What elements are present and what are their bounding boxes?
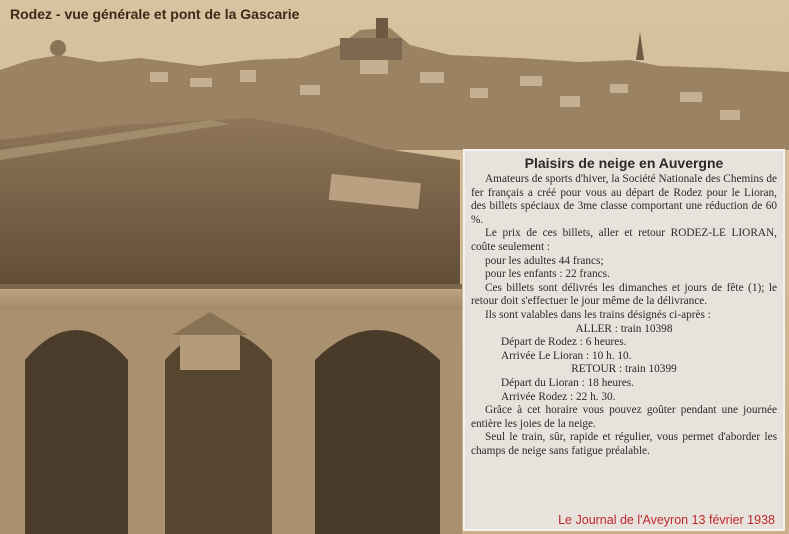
photo-caption: Rodez - vue générale et pont de la Gascarie [10,6,300,22]
paragraph: Le prix de ces billets, aller et retour RODEZ-LE LIORAN, coûte seulement : [471,227,777,253]
retour-arrivee: Arrivée Rodez : 22 h. 30. [501,390,616,403]
aller-depart: Départ de Rodez : 6 heures. [501,336,627,349]
paragraph: Amateurs de sports d'hiver, la Société Nationale des Chemins de fer français a créé pour vous au départ de Rodez pour le Lioran, des billets spéciaux de 3me classe comportant une réduction de 60 %. [471,173,777,226]
paragraph: Grâce à cet horaire vous pouvez goûter pendant une journée entière les joies de la neige. [471,404,777,430]
clipping-body [471,173,777,458]
paragraph: Seul le train, sûr, rapide et régulier, vous permet d'aborder les champs de neige sans fatigue préalable. [471,431,777,457]
paragraph: pour les enfants : 22 francs. [485,268,610,281]
retour-depart: Départ du Lioran : 18 heures. [501,376,635,389]
clipping-title: Plaisirs de neige en Auvergne [524,155,724,171]
paragraph: Ils sont valables dans les trains désignés ci-après : [485,308,711,321]
retour-head: RETOUR : train 10399 [571,363,677,376]
paragraph: Ces billets sont délivrés les dimanches et jours de fête (1); le retour doit s'effectuer le jour même de la délivrance. [471,281,777,308]
aller-head: ALLER : train 10398 [575,322,673,335]
newspaper-clipping [463,149,785,531]
paragraph: pour les adultes 44 francs; [485,254,604,267]
viaduct-deck [0,288,462,310]
aller-arrivee: Arrivée Le Lioran : 10 h. 10. [501,349,632,362]
source-citation: Le Journal de l'Aveyron 13 février 1938 [558,513,775,527]
